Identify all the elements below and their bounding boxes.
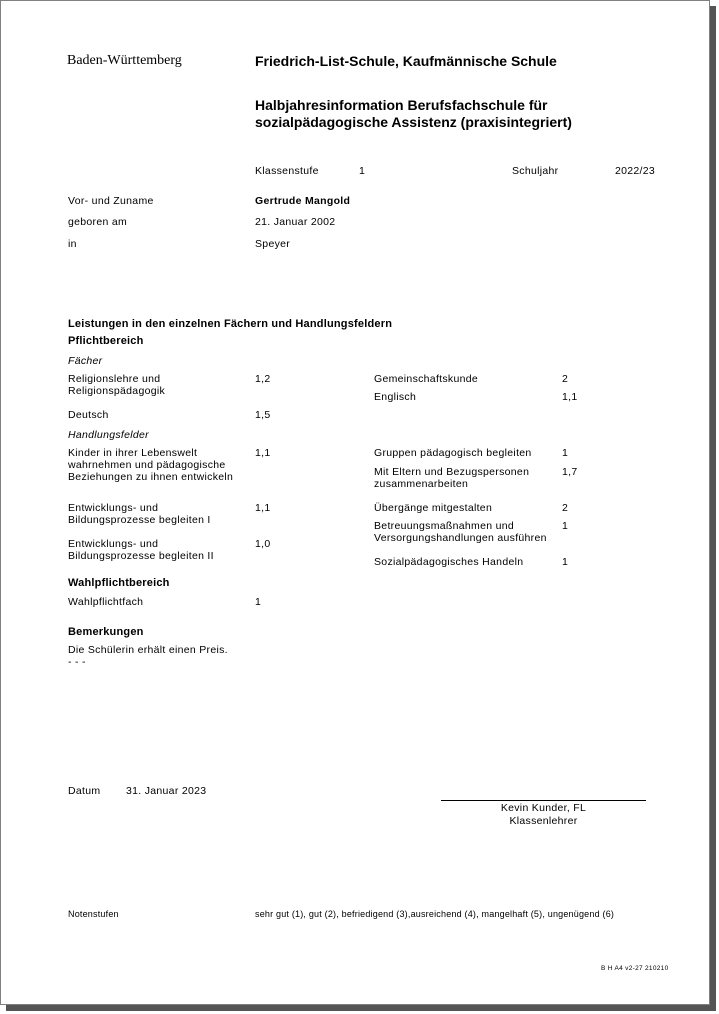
- pflichtbereich-heading: Pflichtbereich: [68, 335, 144, 347]
- subject-name: Religionslehre und Religionspädagogik: [68, 373, 166, 397]
- field-name: Kinder in ihrer Lebenswelt wahrnehmen und pädagogische Beziehungen zu ihnen entwickeln: [68, 447, 234, 483]
- subject-name: Deutsch: [68, 409, 109, 421]
- field-grade: 1: [562, 556, 569, 568]
- schuljahr-value: 2022/23: [615, 165, 656, 177]
- field-grade: 1: [562, 520, 569, 532]
- field-name: Übergänge mitgestalten: [374, 502, 493, 514]
- field-name: Sozialpädagogisches Handeln: [374, 556, 524, 568]
- subject-grade: 1: [255, 596, 262, 608]
- datum-value: 31. Januar 2023: [126, 785, 207, 797]
- document-title-line-2: sozialpädagogische Assistenz (praxisintegriert): [255, 114, 572, 130]
- birth-date: 21. Januar 2002: [255, 216, 336, 228]
- form-code: B H A4 v2-27 210210: [601, 965, 669, 972]
- field-name: Betreuungsmaßnahmen und Versorgungshandlungen ausführen: [374, 520, 547, 544]
- field-grade: 1: [562, 447, 569, 459]
- subject-name: Englisch: [374, 391, 417, 403]
- document-title-line-1: Halbjahresinformation Berufsfachschule für: [255, 97, 548, 113]
- field-grade: 1,1: [255, 447, 271, 459]
- subject-grade: 1,1: [562, 391, 578, 403]
- page-shadow-right: [710, 6, 716, 1008]
- notenstufen-value: sehr gut (1), gut (2), befriedigend (3),ausreichend (4), mangelhaft (5), ungenügend (6): [255, 909, 615, 919]
- field-name: Gruppen pädagogisch begleiten: [374, 447, 532, 459]
- subject-name: Wahlpflichtfach: [68, 596, 144, 608]
- field-grade: 1,1: [255, 502, 271, 514]
- section-title: Leistungen in den einzelnen Fächern und Handlungsfeldern: [68, 318, 393, 330]
- klassenstufe-label: Klassenstufe: [255, 165, 319, 177]
- birthplace: Speyer: [255, 238, 291, 250]
- school-name: Friedrich-List-Schule, Kaufmännische Schule: [255, 53, 557, 69]
- wahlpflicht-heading: Wahlpflichtbereich: [68, 577, 170, 589]
- signature-line: [441, 800, 646, 801]
- subject-name: Gemeinschaftskunde: [374, 373, 479, 385]
- field-grade: 2: [562, 502, 569, 514]
- field-name: Entwicklungs- und Bildungsprozesse begleiten I: [68, 502, 211, 526]
- birthplace-label: in: [68, 238, 77, 250]
- document-title: [255, 97, 572, 131]
- field-grade: 1,0: [255, 538, 271, 550]
- faecher-heading: Fächer: [68, 355, 103, 367]
- page-shadow-bottom: [6, 1005, 716, 1011]
- remarks-text: Die Schülerin erhält einen Preis. - - -: [68, 644, 228, 668]
- schuljahr-label: Schuljahr: [512, 165, 559, 177]
- subject-grade: 1,2: [255, 373, 271, 385]
- subject-grade: 1,5: [255, 409, 271, 421]
- field-grade: 1,7: [562, 466, 578, 478]
- signer-name: Kevin Kunder, FL: [500, 802, 587, 814]
- bemerkungen-heading: Bemerkungen: [68, 626, 144, 638]
- field-name: Mit Eltern und Bezugspersonen zusammenarbeiten: [374, 466, 530, 490]
- notenstufen-label: Notenstufen: [68, 909, 119, 919]
- state-name: Baden-Württemberg: [67, 53, 182, 68]
- handlungsfelder-heading: Handlungsfelder: [68, 429, 149, 441]
- field-name: Entwicklungs- und Bildungsprozesse begleiten II: [68, 538, 214, 562]
- signer-role: Klassenlehrer: [509, 815, 578, 827]
- student-name: Gertrude Mangold: [255, 195, 351, 207]
- datum-label: Datum: [68, 785, 101, 797]
- name-label: Vor- und Zuname: [68, 195, 154, 207]
- subject-grade: 2: [562, 373, 569, 385]
- birth-label: geboren am: [68, 216, 128, 228]
- klassenstufe-value: 1: [359, 165, 366, 177]
